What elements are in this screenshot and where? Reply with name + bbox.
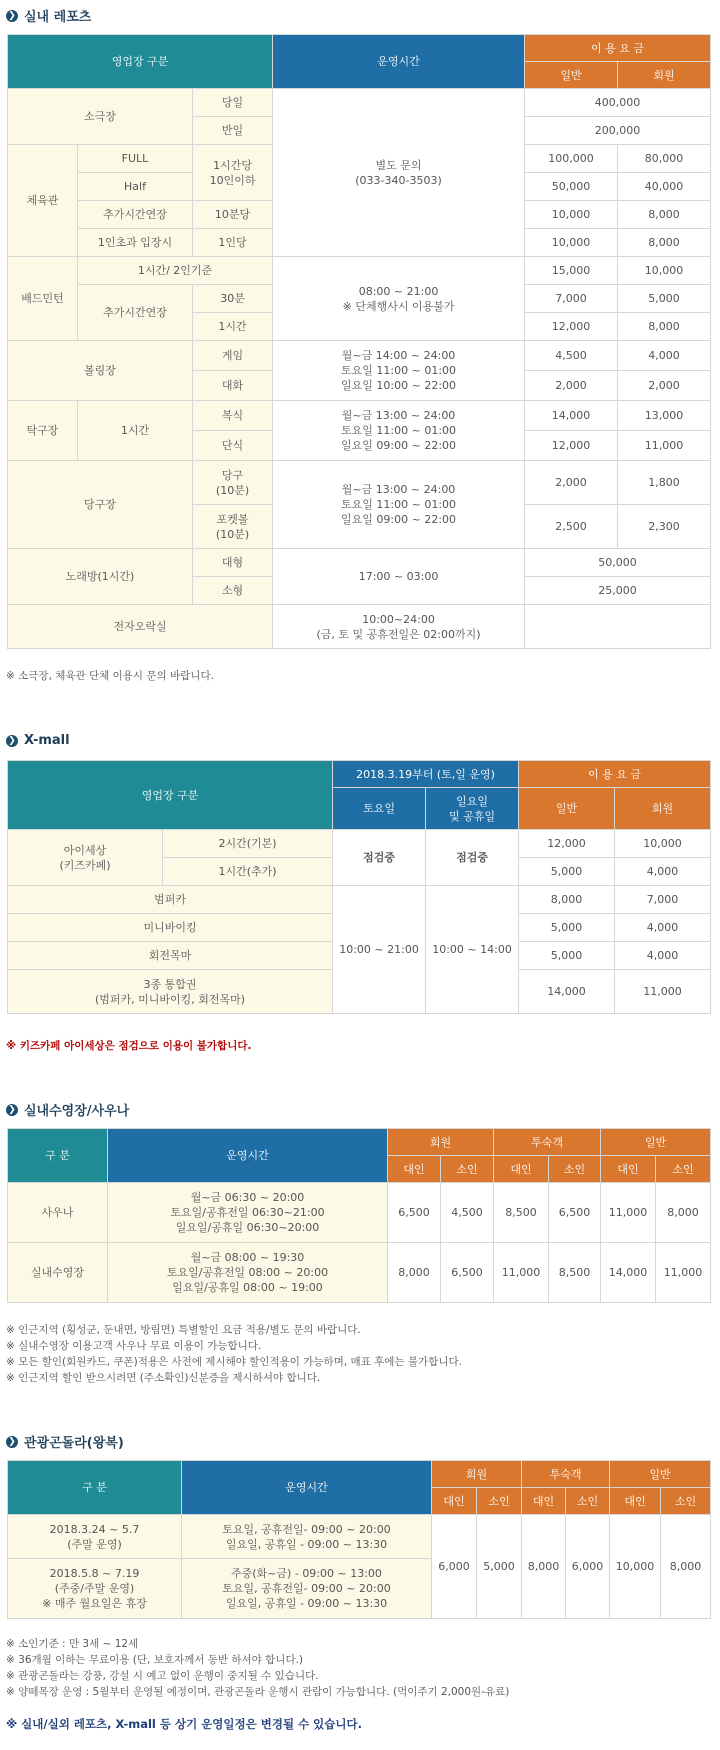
cell-hours: 08:00 ~ 21:00 ※ 단체행사시 이용불가 [273, 257, 525, 341]
cell-sub: 대형 [193, 549, 273, 577]
cell-sub: 1시간/ 2인기준 [78, 257, 273, 285]
note-line: ※ 실내수영장 이용고객 사우나 무료 이용이 가능합니다. [6, 1340, 262, 1352]
cell-value: 14,000 [519, 970, 615, 1014]
cell-value: 6,500 [441, 1243, 494, 1303]
cell-value: 11,000 [615, 970, 711, 1014]
cell-value: 4,000 [615, 942, 711, 970]
row-badminton: 배드민턴 [8, 257, 78, 341]
col-member: 회원 [615, 788, 711, 830]
note-line: ※ 인근지역 (횡성군, 둔내면, 방림면) 특별할인 요금 적용/별도 문의 바랍니다. [6, 1324, 361, 1336]
cell-value: 14,000 [601, 1243, 656, 1303]
row-arcade: 전자오락실 [8, 605, 273, 649]
col-general: 일반 [519, 788, 615, 830]
cell-sub: 1시간당 10인이하 [193, 145, 273, 201]
cell-value: 10,000 [618, 257, 711, 285]
cell-sub: 당일 [193, 89, 273, 117]
row-tabletennis: 탁구장 [8, 401, 78, 461]
schedule-change-note: ※ 실내/실외 레포츠, X-mall 등 상기 운영일정은 변경될 수 있습니다. [6, 1717, 362, 1731]
cell-value: 2,000 [525, 461, 618, 505]
cell-hours: 17:00 ~ 03:00 [273, 549, 525, 605]
chevron-right-icon: ❯ [6, 1104, 18, 1116]
cell-value: 400,000 [525, 89, 711, 117]
cell-sub: 반일 [193, 117, 273, 145]
cell-value: 5,000 [618, 285, 711, 313]
cell-sub: 게임 [193, 341, 273, 371]
status-badge: 점검중 [333, 830, 426, 886]
cell-sub: 1시간 [78, 401, 193, 461]
cell-value: 7,000 [525, 285, 618, 313]
row-combo: 3종 통합권 (범퍼카, 미니바이킹, 회전목마) [8, 970, 333, 1014]
cell-value: 8,000 [522, 1515, 566, 1619]
cell-value: 200,000 [525, 117, 711, 145]
cell-value: 8,000 [388, 1243, 441, 1303]
indoor-note: ※ 소극장, 체육관 단체 이용시 문의 바랍니다. [6, 670, 214, 682]
cell-sub: 1인당 [193, 229, 273, 257]
cell-value: 5,000 [519, 942, 615, 970]
cell-value: 50,000 [525, 173, 618, 201]
cell-value: 2,500 [525, 505, 618, 549]
col-member: 회원 [618, 62, 711, 89]
col-child: 소인 [549, 1156, 601, 1183]
cell-value: 11,000 [494, 1243, 549, 1303]
row-sauna: 사우나 [8, 1183, 108, 1243]
cell-value: 12,000 [525, 313, 618, 341]
cell-value: 11,000 [618, 431, 711, 461]
indoor-leisure-table [7, 34, 711, 649]
col-member: 회원 [388, 1129, 494, 1156]
cell-value: 14,000 [525, 401, 618, 431]
cell-sub: 복식 [193, 401, 273, 431]
cell-value: 6,000 [566, 1515, 610, 1619]
cell-hours: 10:00 ~ 21:00 [333, 886, 426, 1014]
xmall-table [7, 760, 711, 1014]
cell-value: 11,000 [601, 1183, 656, 1243]
row-gym: 체육관 [8, 145, 78, 257]
row-theater: 소극장 [8, 89, 193, 145]
col-fee: 이 용 요 금 [519, 761, 711, 788]
cell-value: 8,000 [618, 229, 711, 257]
col-guest: 투숙객 [522, 1461, 610, 1488]
cell-sub: 추가시간연장 [78, 201, 193, 229]
cell-value: 100,000 [525, 145, 618, 173]
cell-value: 10,000 [615, 830, 711, 858]
col-sunday: 일요일 및 공휴일 [426, 788, 519, 830]
pool-sauna-table [7, 1128, 711, 1303]
cell-sub: 30분 [193, 285, 273, 313]
cell-hours: 주중(화~금) - 09:00 ~ 13:00 토요일, 공휴전일- 09:00 ~ 20:00 일요일, 공휴일 - 09:00 ~ 13:30 [182, 1559, 432, 1619]
col-category: 영업장 구분 [8, 761, 333, 830]
cell-value: 6,500 [549, 1183, 601, 1243]
cell-value: 10,000 [610, 1515, 661, 1619]
gondola-notes [6, 1636, 509, 1700]
cell-sub: 1시간(추가) [163, 858, 333, 886]
col-category: 구 분 [8, 1461, 182, 1515]
cell-value: 2,000 [618, 371, 711, 401]
note-line: ※ 인근지역 할인 받으시려면 (주소확인)신분증을 제시하셔야 합니다. [6, 1372, 321, 1384]
col-category: 구 분 [8, 1129, 108, 1183]
cell-value: 80,000 [618, 145, 711, 173]
col-adult: 대인 [601, 1156, 656, 1183]
cell-value: 10,000 [525, 229, 618, 257]
row-billiards: 당구장 [8, 461, 193, 549]
row-kidscafe: 아이세상 (키즈카페) [8, 830, 163, 886]
cell-value: 8,000 [656, 1183, 711, 1243]
row-karaoke: 노래방(1시간) [8, 549, 193, 605]
cell-hours: 10:00~24:00 (금, 토 및 공휴전일은 02:00까지) [273, 605, 525, 649]
chevron-right-icon: ❯ [6, 10, 18, 22]
cell-value: 5,000 [519, 914, 615, 942]
cell-sub: 포켓볼 (10분) [193, 505, 273, 549]
status-badge: 점검중 [426, 830, 519, 886]
col-adult: 대인 [388, 1156, 441, 1183]
cell-value: 8,500 [549, 1243, 601, 1303]
col-hours: 운영시간 [108, 1129, 388, 1183]
cell-hours: 월~금 14:00 ~ 24:00 토요일 11:00 ~ 01:00 일요일 10:00 ~ 22:00 [273, 341, 525, 401]
section-title-pool: ❯ 실내수영장/사우나 [6, 1100, 129, 1119]
cell-hours: 별도 문의 (033-340-3503) [273, 89, 525, 257]
cell-value: 12,000 [519, 830, 615, 858]
cell-value: 40,000 [618, 173, 711, 201]
cell-value: 13,000 [618, 401, 711, 431]
col-child: 소인 [477, 1488, 522, 1515]
cell-value: 2,300 [618, 505, 711, 549]
cell-sub: 추가시간연장 [78, 285, 193, 341]
note-line: ※ 양떼목장 운영 : 5월부터 운영될 예정이며, 관광곤돌라 운행시 관람이 가능합니다. (먹이주기 2,000원-유료) [6, 1686, 510, 1698]
section-title-gondola: ❯ 관광곤돌라(왕복) [6, 1432, 124, 1451]
cell-sub: 2시간(기본) [163, 830, 333, 858]
row-minibike: 미니바이킹 [8, 914, 333, 942]
row-bowling: 볼링장 [8, 341, 193, 401]
cell-value: 5,000 [477, 1515, 522, 1619]
cell-value: 10,000 [525, 201, 618, 229]
cell-sub: 10분당 [193, 201, 273, 229]
cell-value: 1,800 [618, 461, 711, 505]
col-member: 회원 [432, 1461, 522, 1488]
col-hours: 운영시간 [182, 1461, 432, 1515]
col-general: 일반 [601, 1129, 711, 1156]
cell-hours: 토요일, 공휴전일- 09:00 ~ 20:00 일요일, 공휴일 - 09:00 ~ 13:30 [182, 1515, 432, 1559]
chevron-right-icon: ❯ [6, 1436, 18, 1448]
row-pool: 실내수영장 [8, 1243, 108, 1303]
cell-hours: 월~금 08:00 ~ 19:30 토요일/공휴전일 08:00 ~ 20:00 일요일/공휴일 08:00 ~ 19:00 [108, 1243, 388, 1303]
cell-hours: 10:00 ~ 14:00 [426, 886, 519, 1014]
col-child: 소인 [656, 1156, 711, 1183]
note-line: ※ 소인기준 : 만 3세 ~ 12세 [6, 1638, 139, 1650]
cell-sub: 당구 (10분) [193, 461, 273, 505]
section-title-xmall: ❯ X-mall [6, 733, 70, 748]
chevron-right-icon: ❯ [6, 735, 18, 747]
note-line: ※ 관광곤돌라는 강풍, 강설 시 예고 없이 운행이 중지될 수 있습니다. [6, 1670, 319, 1682]
col-adult: 대인 [522, 1488, 566, 1515]
cell-value: 7,000 [615, 886, 711, 914]
col-guest: 투숙객 [494, 1129, 601, 1156]
col-child: 소인 [661, 1488, 711, 1515]
cell-value: 4,000 [618, 341, 711, 371]
cell-value: 4,000 [615, 914, 711, 942]
cell-sub: FULL [78, 145, 193, 173]
cell-value: 6,000 [432, 1515, 477, 1619]
cell-value [525, 605, 711, 649]
row-period-2: 2018.5.8 ~ 7.19 (주중/주말 운영) ※ 매주 월요일은 휴장 [8, 1559, 182, 1619]
col-adult: 대인 [494, 1156, 549, 1183]
cell-value: 8,000 [519, 886, 615, 914]
cell-value: 12,000 [525, 431, 618, 461]
cell-sub: 1인초과 입장시 [78, 229, 193, 257]
pool-notes [6, 1322, 462, 1386]
col-adult: 대인 [610, 1488, 661, 1515]
row-period-1: 2018.3.24 ~ 5.7 (주말 운영) [8, 1515, 182, 1559]
cell-value: 11,000 [656, 1243, 711, 1303]
gondola-table [7, 1460, 711, 1619]
cell-value: 8,000 [661, 1515, 711, 1619]
note-line: ※ 모든 할인(회원카드, 쿠폰)적용은 사전에 제시해야 할인적용이 가능하며, 매표 후에는 불가합니다. [6, 1356, 462, 1368]
cell-value: 4,000 [615, 858, 711, 886]
cell-value: 25,000 [525, 577, 711, 605]
cell-sub: 대화 [193, 371, 273, 401]
cell-value: 8,500 [494, 1183, 549, 1243]
cell-value: 6,500 [388, 1183, 441, 1243]
col-saturday: 토요일 [333, 788, 426, 830]
cell-sub: 단식 [193, 431, 273, 461]
cell-value: 15,000 [525, 257, 618, 285]
row-bumper: 범퍼카 [8, 886, 333, 914]
row-carousel: 회전목마 [8, 942, 333, 970]
cell-value: 4,500 [441, 1183, 494, 1243]
cell-hours: 월~금 06:30 ~ 20:00 토요일/공휴전일 06:30~21:00 일요일/공휴일 06:30~20:00 [108, 1183, 388, 1243]
cell-value: 4,500 [525, 341, 618, 371]
section-title-indoor: ❯ 실내 레포츠 [6, 6, 91, 25]
col-general: 일반 [610, 1461, 711, 1488]
note-line: ※ 36개월 이하는 무료이용 (단, 보호자께서 동반 하셔야 합니다.) [6, 1654, 304, 1666]
cell-sub: 소형 [193, 577, 273, 605]
col-hours: 운영시간 [273, 35, 525, 89]
col-child: 소인 [441, 1156, 494, 1183]
cell-value: 8,000 [618, 313, 711, 341]
col-category: 영업장 구분 [8, 35, 273, 89]
cell-hours: 월~금 13:00 ~ 24:00 토요일 11:00 ~ 01:00 일요일 09:00 ~ 22:00 [273, 461, 525, 549]
cell-sub: Half [78, 173, 193, 201]
cell-value: 5,000 [519, 858, 615, 886]
cell-sub: 1시간 [193, 313, 273, 341]
col-general: 일반 [525, 62, 618, 89]
cell-hours: 월~금 13:00 ~ 24:00 토요일 11:00 ~ 01:00 일요일 09:00 ~ 22:00 [273, 401, 525, 461]
col-fee: 이 용 요 금 [525, 35, 711, 62]
col-child: 소인 [566, 1488, 610, 1515]
xmall-note: ※ 키즈카페 아이세상은 점검으로 이용이 불가합니다. [6, 1040, 252, 1052]
cell-value: 2,000 [525, 371, 618, 401]
col-adult: 대인 [432, 1488, 477, 1515]
col-period: 2018.3.19부터 (토,일 운영) [333, 761, 519, 788]
cell-value: 50,000 [525, 549, 711, 577]
cell-value: 8,000 [618, 201, 711, 229]
